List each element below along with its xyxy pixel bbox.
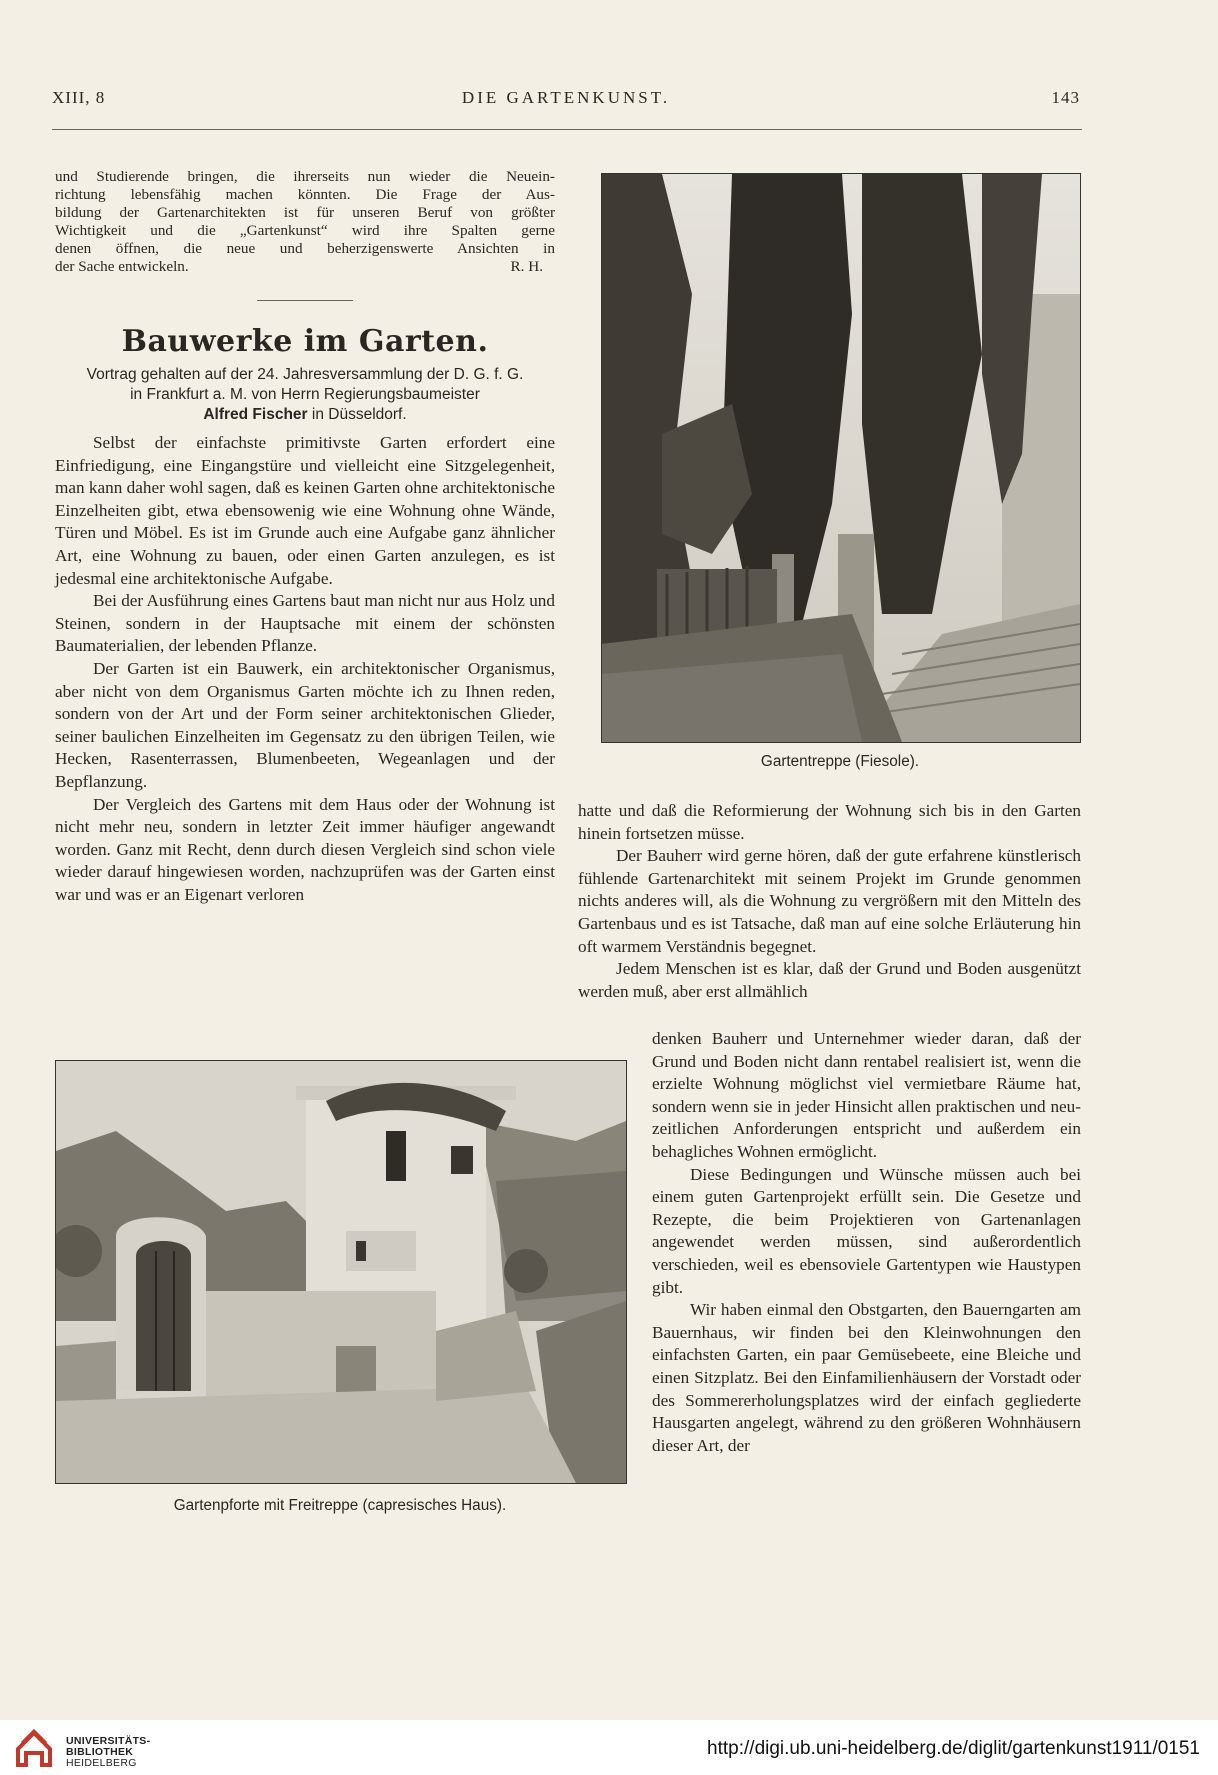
paragraph: Der Vergleich des Gartens mit dem Haus oder der Wohnung ist nicht mehr neu, sondern in letzter Zeit immer häufiger angewandt worden. Ganz mit Recht, denn durch diesen Vergleich sind schon viele wieder darauf hingewiesen worden, nachzuprüfen was der Garten einst war und was er an Eigenart verloren <box>55 794 555 904</box>
text-line: Wichtigkeit und die „Gartenkunst“ wird ihre Spalten gerne <box>55 222 555 239</box>
text-line: der Sache entwickeln. <box>55 258 189 275</box>
paragraph: Jedem Menschen ist es klar, daß der Grund und Boden ausgenützt werden muß, aber erst allmählich <box>578 959 1081 1001</box>
left-column <box>55 168 555 906</box>
page-number: 143 <box>1051 88 1080 107</box>
running-header <box>52 88 1080 116</box>
text-line: denen öffnen, die neue und beherzigenswerte Ansichten in <box>55 240 555 257</box>
photo-capri-house-gate <box>55 1060 627 1484</box>
paragraph: Diese Bedingungen und Wünsche müssen auch bei einem guten Gartenprojekt erfüllt sein. Die Gesetze und Rezepte, die beim Projektieren von Gartenanlagen angewendet werden müssen, sind außerordentlich verschieden, weil es ebensoviele Gartentypen wie Haustypen gibt. <box>652 1164 1081 1297</box>
article-title: Bauwerke im Garten. <box>121 324 489 359</box>
paragraph: Bei der Ausführung eines Gartens baut man nicht nur aus Holz und Steinen, sondern in der Hauptsache mit einem der schönsten Baumaterialien, der lebenden Pflanze. <box>55 591 555 656</box>
library-name-line: HEIDELBERG <box>66 1757 137 1769</box>
author-name: Alfred Fischer <box>203 406 308 423</box>
volume-number: XIII, 8 <box>52 88 106 107</box>
signature-line <box>55 258 555 276</box>
right-column-upper <box>578 800 1081 1003</box>
paragraph: hatte und daß die Reformierung der Wohnung sich bis in den Garten hinein fortsetzen müsse. <box>578 801 1081 843</box>
subtitle-line: Vortrag gehalten auf der 24. Jahresversammlung der D. G. f. G. <box>86 366 524 383</box>
library-name-line: UNIVERSITÄTS- <box>66 1735 151 1747</box>
subtitle-line: in Frankfurt a. M. von Herrn Regierungsbaumeister <box>130 386 480 403</box>
text-line: bildung der Gartenarchitekten ist für unseren Beruf von größter <box>55 204 555 221</box>
paragraph: Der Garten ist ein Bauwerk, ein architektonischer Organismus, aber nicht von dem Organismus Garten möchte ich zu Ihnen reden, sondern von der Art und der Form seiner architektonischen Glieder, seiner baulichen Einzelheiten im Gegensatz zu den übrigen Teilen, wie Hecken, Rasenterrassen, Blumenbeeten, Wegeanlagen und der Bepflanzung. <box>55 658 555 791</box>
library-logo-icon[interactable] <box>14 1729 54 1769</box>
text-line: und Studierende bringen, die ihrerseits nun wieder die Neuein- <box>55 168 555 185</box>
photo-garden-stairs-fiesole <box>601 173 1081 743</box>
article-body <box>55 432 555 906</box>
previous-article-end <box>55 168 555 276</box>
source-url-link[interactable]: http://digi.ub.uni-heidelberg.de/diglit/gartenkunst1911/0151 <box>707 1738 1200 1759</box>
caption-fiesole: Gartentreppe (Fiesole). <box>760 753 920 770</box>
paragraph: Selbst der einfachste primitivste Garten erfordert eine Einfriedigung, eine Eingangstüre und vielleicht eine Sitzgelegenheit, man kann daher wohl sagen, daß es keinen Garten ohne architektonische Einzelheiten gibt, etwa ebensowenig wie eine Wohnung ohne Wände, Türen und Möbel. Es ist im Grunde auch eine Aufgabe ganz ähnlicher Art, eine Wohnung zu bauen, oder einen Garten anzulegen, es ist jedesmal eine architektonische Aufgabe. <box>55 433 555 588</box>
author-line <box>55 405 555 425</box>
paragraph: denken Bauherr und Unternehmer wieder daran, daß der Grund und Boden nicht dann rentabel realisiert ist, wenn die erzielte Wohnung möglichst viel vermietbare Räume hat, sondern wenn sie in jeder Hinsicht allen praktischen und neuzeitlichen Anforderungen entspricht und außerdem ein behagliches Wohnen ermöglicht. <box>652 1029 1081 1161</box>
header-divider <box>52 129 1082 130</box>
section-divider <box>257 300 353 301</box>
article-subtitle <box>55 365 555 425</box>
caption-capri-house: Gartenpforte mit Freitreppe (capresisches Haus). <box>173 1497 507 1514</box>
author-place: in Düsseldorf. <box>311 406 407 423</box>
paragraph: Wir haben einmal den Obstgarten, den Bauerngarten am Bauernhaus, wir finden bei den Kleinwohnungen den einfachsten Garten, ein paar Gemüsebeete, eine Bleiche und einen Sitzplatz. Bei den Einfamilienhäusern der Vorstadt oder des Sommererholungsplatzes wird der einfach gegliederte Hausgarten angelegt, während zu den größeren Wohnhäusern dieser Art, der <box>652 1300 1081 1455</box>
paragraph: Der Bauherr wird gerne hören, daß der gute erfahrene künstlerisch fühlende Gartenarchitekt mit seinem Projekt im Grunde genommen nichts anderes will, als die Wohnung zu vergrößern mit den Mitteln des Gartenbaus und es ist Tatsache, daß man auf eine solche Erläuterung hin oft warmem Verständnis begegnet. <box>578 846 1081 956</box>
library-name-line: BIBLIOTHEK <box>66 1746 134 1758</box>
journal-title: DIE GARTENKUNST. <box>461 88 671 107</box>
library-name <box>66 1736 150 1769</box>
author-initials: R. H. <box>510 258 543 275</box>
right-column-lower <box>652 1028 1081 1457</box>
text-line: richtung lebensfähig machen könnten. Die Frage der Aus- <box>55 186 555 203</box>
